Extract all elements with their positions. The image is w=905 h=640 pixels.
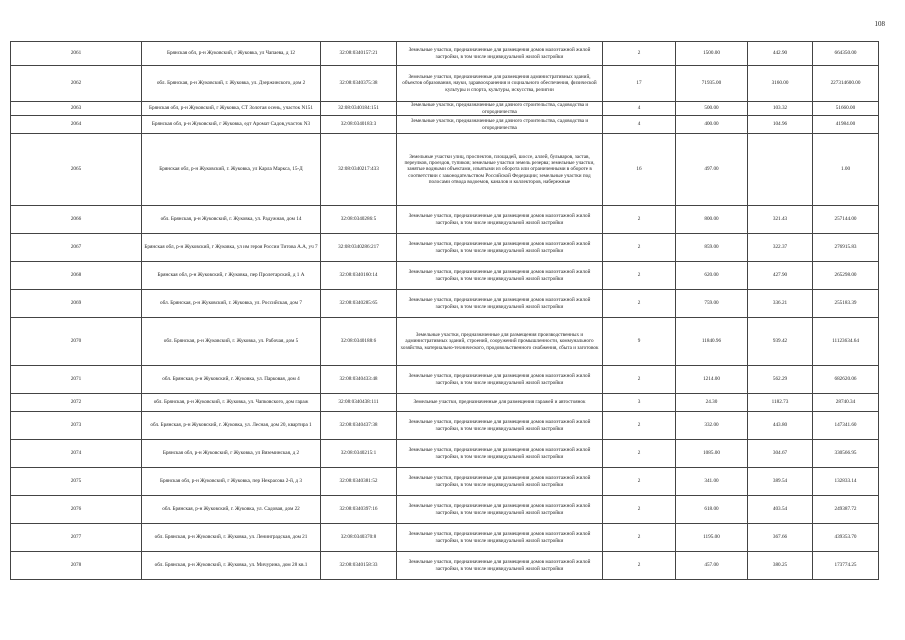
specific-value-cell: 939.42 (748, 318, 813, 366)
address-cell: обл. Брянская, р-н Жуковский, г. Жуковка, ул. Ленинградская, дом 21 (142, 524, 321, 552)
use-group-cell: 4 (603, 102, 676, 116)
row-number-cell: 2075 (11, 468, 142, 496)
cadastral-number-cell: 32:08:0340286:217 (321, 234, 397, 262)
permitted-use-cell: Земельные участки, предназначенные для дачного строительства, садоводства и огородничества (397, 102, 603, 116)
specific-value-cell: 562.29 (748, 366, 813, 394)
permitted-use-cell: Земельные участки, предназначенные для размещения домов малоэтажной жилой застройки, в том числе индивидуальной жилой застройки (397, 440, 603, 468)
use-group-cell: 17 (603, 66, 676, 102)
specific-value-cell: 104.96 (748, 116, 813, 134)
area-cell: 457.00 (676, 552, 748, 580)
cadastral-value-cell: 51660.00 (813, 102, 879, 116)
use-group-cell: 2 (603, 468, 676, 496)
use-group-cell: 2 (603, 262, 676, 290)
permitted-use-cell: Земельные участки, предназначенные для размещения гаражей и автостоянок (397, 394, 603, 412)
cadastral-value-cell: 28740.34 (813, 394, 879, 412)
area-cell: 497.00 (676, 134, 748, 206)
row-number-cell: 2062 (11, 66, 142, 102)
permitted-use-cell: Земельные участки, предназначенные для дачного строительства, садоводства и огородничества (397, 116, 603, 134)
cadastral-number-cell: 32:08:0340438:111 (321, 394, 397, 412)
table-row (11, 290, 879, 318)
specific-value-cell: 304.67 (748, 440, 813, 468)
permitted-use-cell: Земельные участки, предназначенные для размещения домов малоэтажной жилой застройки, в том числе индивидуальной жилой застройки (397, 234, 603, 262)
area-cell: 71935.00 (676, 66, 748, 102)
permitted-use-cell: Земельные участки, предназначенные для размещения домов малоэтажной жилой застройки, в том числе индивидуальной жилой застройки (397, 496, 603, 524)
address-cell: обл. Брянская, р-н Жуковский, г. Жуковка, ул. Лесная, дом 20, квартира 1 (142, 412, 321, 440)
address-cell: обл. Брянская, р-н Жуковский, г. Жуковка, ул. Рабочая, дом 5 (142, 318, 321, 366)
cadastral-number-cell: 32:08:0340437:38 (321, 412, 397, 440)
row-number-cell: 2074 (11, 440, 142, 468)
permitted-use-cell: Земельные участки, предназначенные для размещения производственных и административных зданий, строений, сооружений промышленности, коммунального хозяйства, материально-технического, продовольственного снабжения, сбыта и заготовок (397, 318, 603, 366)
table-row (11, 116, 879, 134)
address-cell: Брянская обл, р-н Жуковский, г Жуковка, ул Вяземинская, д 2 (142, 440, 321, 468)
use-group-cell: 4 (603, 116, 676, 134)
row-number-cell: 2077 (11, 524, 142, 552)
row-number-cell: 2065 (11, 134, 142, 206)
row-number-cell: 2068 (11, 262, 142, 290)
table-row (11, 42, 879, 66)
permitted-use-cell: Земельные участки, предназначенные для размещения домов малоэтажной жилой застройки, в том числе индивидуальной жилой застройки (397, 412, 603, 440)
area-cell: 800.00 (676, 206, 748, 234)
area-cell: 1195.00 (676, 524, 748, 552)
use-group-cell: 2 (603, 206, 676, 234)
area-cell: 500.00 (676, 102, 748, 116)
use-group-cell: 2 (603, 552, 676, 580)
address-cell: обл. Брянская, р-н Жуковский, г. Жуковка, ул. Чапковского, дом гараж (142, 394, 321, 412)
page-number: 108 (874, 20, 885, 28)
permitted-use-cell: Земельные участки, предназначенные для размещения домов малоэтажной жилой застройки, в том числе индивидуальной жилой застройки (397, 262, 603, 290)
area-cell: 1214.00 (676, 366, 748, 394)
cadastral-value-cell: 255183.39 (813, 290, 879, 318)
area-cell: 620.00 (676, 262, 748, 290)
cadastral-number-cell: 32:08:0340217:433 (321, 134, 397, 206)
cadastral-number-cell: 32:08:0340183:3 (321, 116, 397, 134)
use-group-cell: 2 (603, 412, 676, 440)
cadastral-value-cell: 664350.00 (813, 42, 879, 66)
cadastral-number-cell: 32:08:0340158:33 (321, 552, 397, 580)
use-group-cell: 2 (603, 440, 676, 468)
cadastral-number-cell: 32:08:0340433:48 (321, 366, 397, 394)
cadastral-number-cell: 32:08:0340285:65 (321, 290, 397, 318)
cadastral-number-cell: 32:08:0340381:52 (321, 468, 397, 496)
cadastral-value-cell: 147341.60 (813, 412, 879, 440)
row-number-cell: 2076 (11, 496, 142, 524)
specific-value-cell: 442.90 (748, 42, 813, 66)
area-cell: 1085.00 (676, 440, 748, 468)
area-cell: 341.00 (676, 468, 748, 496)
row-number-cell: 2072 (11, 394, 142, 412)
cadastral-value-cell: 227314600.00 (813, 66, 879, 102)
row-number-cell: 2070 (11, 318, 142, 366)
cadastral-value-cell: 439353.70 (813, 524, 879, 552)
address-cell: Брянская обл, р-н Жуковский, г Жуковка, едт Аромат Садов,участок N3 (142, 116, 321, 134)
permitted-use-cell: Земельные участки, предназначенные для размещения домов малоэтажной жилой застройки, в том числе индивидуальной жилой застройки (397, 552, 603, 580)
table-row (11, 468, 879, 496)
table-row (11, 496, 879, 524)
row-number-cell: 2073 (11, 412, 142, 440)
specific-value-cell (748, 134, 813, 206)
specific-value-cell: 3160.00 (748, 66, 813, 102)
area-cell: 859.00 (676, 234, 748, 262)
cadastral-value-cell: 265298.00 (813, 262, 879, 290)
row-number-cell: 2067 (11, 234, 142, 262)
use-group-cell: 2 (603, 290, 676, 318)
address-cell: Брянская обл, р-н Жуковский, г Жуковка, СТ Золотая осень, участок N151 (142, 102, 321, 116)
area-cell: 400.00 (676, 116, 748, 134)
table-row (11, 412, 879, 440)
area-cell: 11840.96 (676, 318, 748, 366)
cadastral-value-cell: 249387.72 (813, 496, 879, 524)
address-cell: Брянская обл, р-н Жуковский, г Жуковка, пер Некрасова 2-й, д 3 (142, 468, 321, 496)
use-group-cell: 3 (603, 394, 676, 412)
specific-value-cell: 103.32 (748, 102, 813, 116)
cadastral-number-cell: 32:08:0340375:38 (321, 66, 397, 102)
table-row (11, 134, 879, 206)
cadastral-value-cell: 257144.00 (813, 206, 879, 234)
specific-value-cell: 321.43 (748, 206, 813, 234)
land-plots-table (10, 41, 879, 580)
use-group-cell: 2 (603, 42, 676, 66)
cadastral-value-cell: 11123634.64 (813, 318, 879, 366)
area-cell: 618.00 (676, 496, 748, 524)
specific-value-cell: 1182.73 (748, 394, 813, 412)
address-cell: обл. Брянская, р-н Жуковский, г. Жуковка, ул. Российская, дом 7 (142, 290, 321, 318)
table-row (11, 66, 879, 102)
cadastral-number-cell: 32:08:0340370:8 (321, 524, 397, 552)
cadastral-number-cell: 32:08:0340160:14 (321, 262, 397, 290)
specific-value-cell: 322.37 (748, 234, 813, 262)
permitted-use-cell: Земельные участки, предназначенные для размещения домов малоэтажной жилой застройки, в том числе индивидуальной жилой застройки (397, 42, 603, 66)
row-number-cell: 2066 (11, 206, 142, 234)
permitted-use-cell: Земельные участки, предназначенные для размещения домов малоэтажной жилой застройки, в том числе индивидуальной жилой застройки (397, 206, 603, 234)
row-number-cell: 2063 (11, 102, 142, 116)
table-row (11, 206, 879, 234)
address-cell: обл. Брянская, р-н Жуковский, г. Жуковка, ул. Садовая, дом 22 (142, 496, 321, 524)
cadastral-value-cell: 132833.14 (813, 468, 879, 496)
address-cell: обл. Брянская, р-н Жуковский, г. Жуковка, ул. Дзержинского, дом 2 (142, 66, 321, 102)
table-row (11, 440, 879, 468)
permitted-use-cell: Земельные участки улиц, проспектов, площадей, шоссе, аллей, бульваров, застав, переулков, проездов, тупиков; земельные участки земель резерва; земельные участки, занятые водными объектами, изъятыми из оборота или ограниченными в обороте в соответствии с законодательством Российской Федерации; земельные участки под полосами отвода водоемов, каналов и коллекторов, набережные (397, 134, 603, 206)
use-group-cell: 9 (603, 318, 676, 366)
table-row (11, 366, 879, 394)
permitted-use-cell: Земельные участки, предназначенные для размещения домов малоэтажной жилой застройки, в том числе индивидуальной жилой застройки (397, 366, 603, 394)
address-cell: обл. Брянская, р-н Жуковский, г. Жуковка, ул. Мичурина, дом 28 кв.1 (142, 552, 321, 580)
specific-value-cell: 380.25 (748, 552, 813, 580)
cadastral-value-cell: 276915.83 (813, 234, 879, 262)
specific-value-cell: 443.80 (748, 412, 813, 440)
area-cell: 332.00 (676, 412, 748, 440)
cadastral-value-cell: 1.00 (813, 134, 879, 206)
cadastral-number-cell: 32:08:0340188:6 (321, 318, 397, 366)
area-cell: 759.00 (676, 290, 748, 318)
specific-value-cell: 367.66 (748, 524, 813, 552)
specific-value-cell: 427.90 (748, 262, 813, 290)
table-row (11, 318, 879, 366)
use-group-cell: 2 (603, 496, 676, 524)
cadastral-number-cell: 32:08:0340184:151 (321, 102, 397, 116)
row-number-cell: 2069 (11, 290, 142, 318)
use-group-cell: 2 (603, 524, 676, 552)
table-row (11, 524, 879, 552)
area-cell: 24.30 (676, 394, 748, 412)
row-number-cell: 2078 (11, 552, 142, 580)
use-group-cell: 2 (603, 366, 676, 394)
permitted-use-cell: Земельные участки, предназначенные для размещения домов малоэтажной жилой застройки, в том числе индивидуальной жилой застройки (397, 524, 603, 552)
table-row (11, 394, 879, 412)
cadastral-number-cell: 32:08:0340215:1 (321, 440, 397, 468)
table-body (11, 42, 879, 580)
address-cell: обл. Брянская, р-н Жуковский, г. Жуковка, ул. Радужная, дом 14 (142, 206, 321, 234)
cadastral-value-cell: 682620.06 (813, 366, 879, 394)
address-cell: Брянская обл, р-н Жуковский, г. Жуковка, ул Карла Маркса, 15-Д (142, 134, 321, 206)
row-number-cell: 2061 (11, 42, 142, 66)
permitted-use-cell: Земельные участки, предназначенные для размещения домов малоэтажной жилой застройки, в том числе индивидуальной жилой застройки (397, 290, 603, 318)
address-cell: Брянская обл, р-н Жуковский, г Жуковка, ул Чапаева, д 12 (142, 42, 321, 66)
cadastral-value-cell: 41984.00 (813, 116, 879, 134)
area-cell: 1500.00 (676, 42, 748, 66)
cadastral-value-cell: 173774.25 (813, 552, 879, 580)
table-row (11, 234, 879, 262)
table-row (11, 102, 879, 116)
address-cell: обл. Брянская, р-н Жуковский, г. Жуковка, ул. Парковая, дом 4 (142, 366, 321, 394)
specific-value-cell: 389.54 (748, 468, 813, 496)
cadastral-value-cell: 330566.95 (813, 440, 879, 468)
use-group-cell: 2 (603, 234, 676, 262)
address-cell: Брянская обл, р-н Жуковский, г Жуковка, ул им героя России Титова А.А, уч 7 (142, 234, 321, 262)
address-cell: Брянская обл, р-н Жуковский, г Жуковка, пер Пролетарский, д 1 А (142, 262, 321, 290)
permitted-use-cell: Земельные участки, предназначенные для размещения домов малоэтажной жилой застройки, в том числе индивидуальной жилой застройки (397, 468, 603, 496)
specific-value-cell: 336.21 (748, 290, 813, 318)
table-row (11, 552, 879, 580)
permitted-use-cell: Земельные участки, предназначенные для размещения административных зданий, объектов образования, науки, здравоохранения и социального обеспечения, физической культуры и спорта, культуры, искусства, религии (397, 66, 603, 102)
cadastral-number-cell: 32:08:0340397:16 (321, 496, 397, 524)
specific-value-cell: 403.54 (748, 496, 813, 524)
table-row (11, 262, 879, 290)
cadastral-number-cell: 32:08:0340286:5 (321, 206, 397, 234)
use-group-cell: 16 (603, 134, 676, 206)
cadastral-number-cell: 32:08:0340157:21 (321, 42, 397, 66)
row-number-cell: 2064 (11, 116, 142, 134)
row-number-cell: 2071 (11, 366, 142, 394)
